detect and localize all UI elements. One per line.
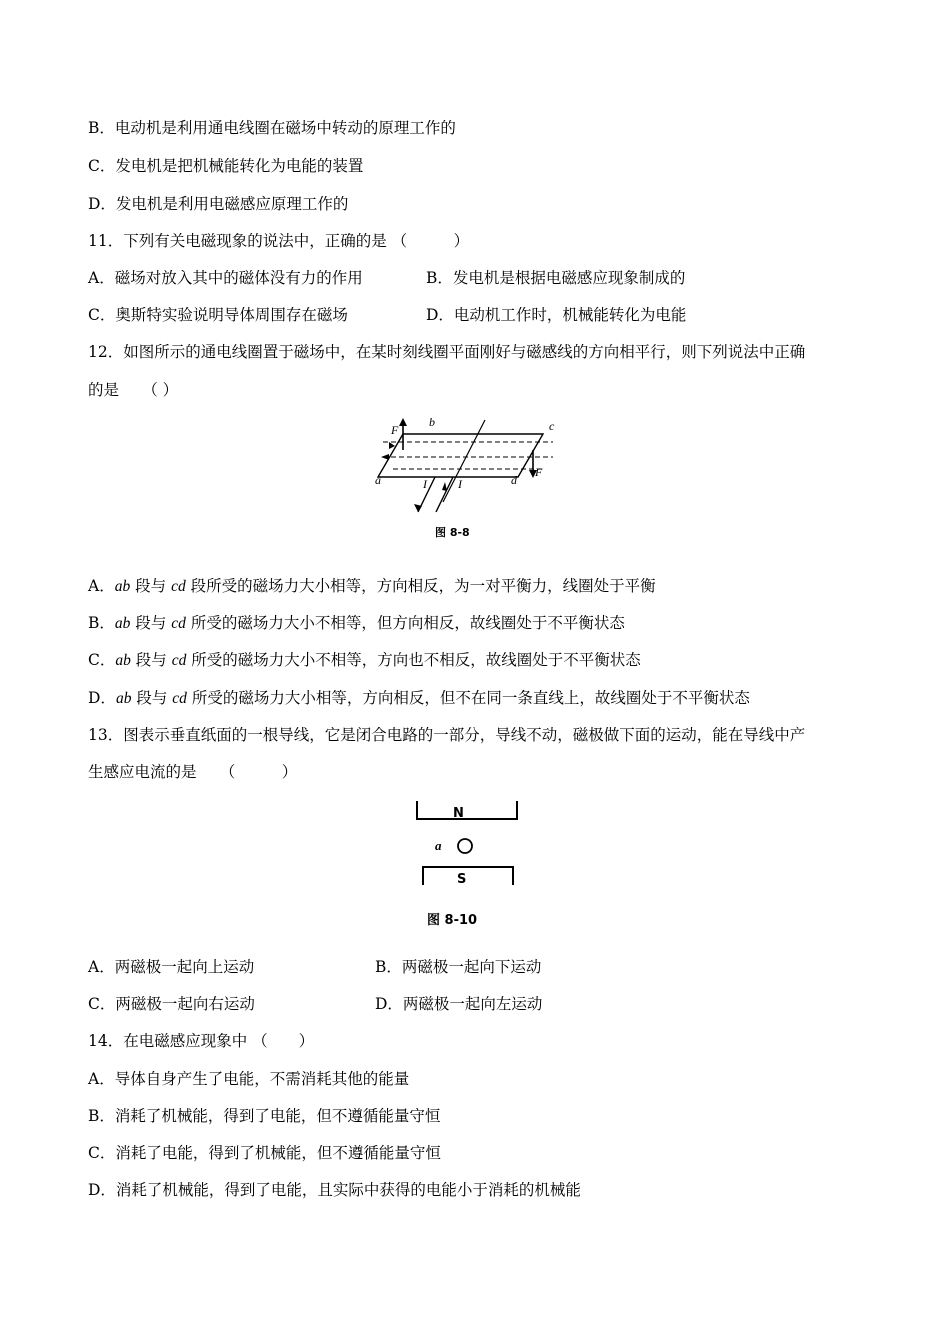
conductor-circle [458,839,472,853]
q11-option-c: C．奥斯特实验说明导体周围存在磁场 [88,306,348,324]
fig-8-8-caption: 图 8-8 [435,526,470,539]
q13-option-a: A．两磁极一起向上运动 [88,958,255,976]
fig-label-c: c [549,419,555,433]
fig-label-b: b [429,415,435,429]
magnet-s-label: S [457,872,467,887]
q14-stem: 14．在电磁感应现象中 （ ） [88,1032,315,1050]
fig-label-f1: F [391,423,399,437]
figure-8-8-coil-diagram [373,412,573,542]
q10-option-d: D．发电机是利用电磁感应原理工作的 [88,195,349,213]
q13-option-d: D．两磁极一起向左运动 [375,995,543,1013]
q14-option-d: D．消耗了机械能，得到了电能，且实际中获得的电能小于消耗的机械能 [88,1181,581,1199]
q10-option-c: C．发电机是把机械能转化为电能的装置 [88,157,364,175]
magnet-n-label: N [453,806,464,821]
q14-option-b: B．消耗了机械能，得到了电能，但不遵循能量守恒 [88,1107,441,1125]
figure-8-10-magnet-diagram [405,797,535,932]
q14-option-c: C．消耗了电能，得到了机械能，但不遵循能量守恒 [88,1144,441,1162]
fig-label-i2: I [458,477,462,491]
fig-8-10-caption: 图 8-10 [427,913,478,928]
q13-stem-line1: 13．图表示垂直纸面的一根导线，它是闭合电路的一部分，导线不动，磁极做下面的运动，能在导线中产 [88,726,806,744]
q14-option-a: A．导体自身产生了电能，不需消耗其他的能量 [88,1070,410,1088]
q11-option-b: B．发电机是根据电磁感应现象制成的 [426,269,686,287]
q10-option-b: B．电动机是利用通电线圈在磁场中转动的原理工作的 [88,119,456,137]
q13-option-c: C．两磁极一起向右运动 [88,995,255,1013]
fig-label-d: d [511,473,517,487]
q12-option-b: B．ab 段与 cd 所受的磁场力大小不相等，但方向相反，故线圈处于不平衡状态 [88,614,625,632]
q11-option-d: D．电动机工作时，机械能转化为电能 [426,306,687,324]
q11-option-a: A．磁场对放入其中的磁体没有力的作用 [88,269,363,287]
q12-option-d: D．ab 段与 cd 所受的磁场力大小相等，方向相反，但不在同一条直线上，故线圈处于不平衡状态 [88,689,750,707]
q13-option-b: B．两磁极一起向下运动 [375,958,542,976]
q12-option-a: A．ab 段与 cd 段所受的磁场力大小相等，方向相反，为一对平衡力，线圈处于平衡 [88,577,656,595]
q12-stem-line2: 的是 （ ） [88,381,179,399]
q12-option-c: C．ab 段与 cd 所受的磁场力大小不相等，方向也不相反，故线圈处于不平衡状态 [88,651,641,669]
conductor-a-label: a [435,838,442,853]
q13-stem-line2: 生感应电流的是 （ ） [88,763,298,781]
fig-label-a: a [375,473,381,487]
fig-label-f2: F [535,465,543,479]
q11-stem: 11．下列有关电磁现象的说法中，正确的是 （ ） [88,232,470,250]
fig-label-i1: I [423,477,427,491]
q12-stem-line1: 12．如图所示的通电线圈置于磁场中，在某时刻线圈平面刚好与磁感线的方向相平行，则下列说法中正确 [88,343,806,361]
